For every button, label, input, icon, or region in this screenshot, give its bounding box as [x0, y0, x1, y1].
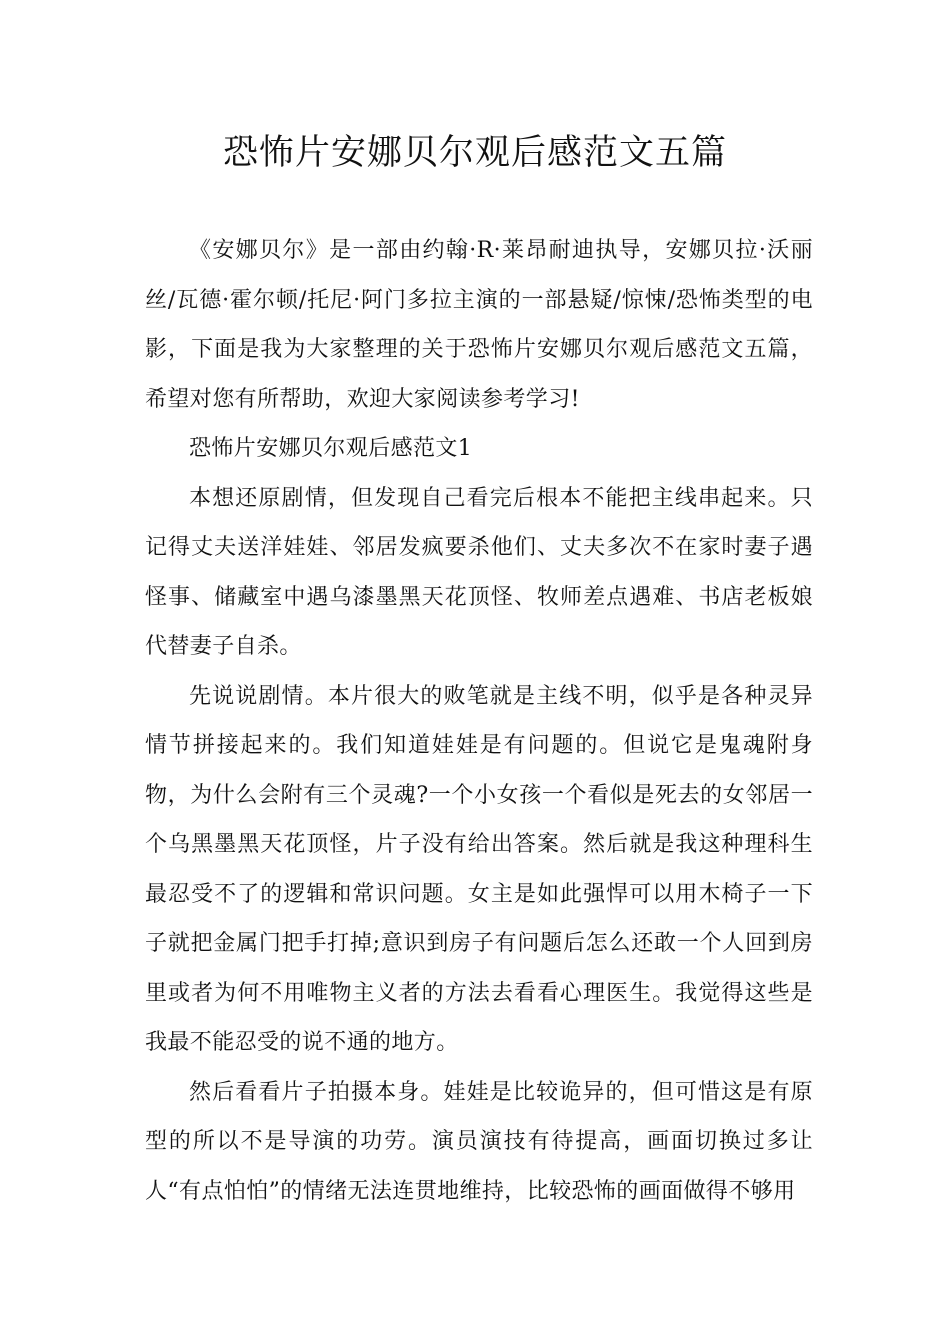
- body-paragraph: 然后看看片子拍摄本身。娃娃是比较诡异的，但可惜这是有原型的所以不是导演的功劳。演员演技有待提高，画面切换过多让人“有点怕怕”的情绪无法连贯地维持，比较恐怖的画面做得不够用: [145, 1079, 813, 1204]
- intro-paragraph: 《安娜贝尔》是一部由约翰·R·莱昂耐迪执导，安娜贝拉·沃丽丝/瓦德·霍尔顿/托尼·阿门多拉主演的一部悬疑/惊悚/恐怖类型的电影，下面是我为大家整理的关于恐怖片安娜贝尔观后感范文五篇，希望对您有所帮助，欢迎大家阅读参考学习!: [145, 238, 813, 412]
- section-heading: 恐怖片安娜贝尔观后感范文1: [189, 436, 473, 461]
- document-title: 恐怖片安娜贝尔观后感范文五篇: [222, 133, 727, 173]
- body-paragraph: 先说说剧情。本片很大的败笔就是主线不明，似乎是各种灵异情节拼接起来的。我们知道娃娃是有问题的。但说它是鬼魂附身物，为什么会附有三个灵魂?一个小女孩一个看似是死去的女邻居一个乌黑墨黑天花顶怪，片子没有给出答案。然后就是我这种理科生最忍受不了的逻辑和常识问题。女主是如此强悍可以用木椅子一下子就把金属门把手打掉;意识到房子有问题后怎么还敢一个人回到房里或者为何不用唯物主义者的方法去看看心理医生。我觉得这些是我最不能忍受的说不通的地方。: [145, 683, 813, 1055]
- body-paragraph: 本想还原剧情，但发现自己看完后根本不能把主线串起来。只记得丈夫送洋娃娃、邻居发疯要杀他们、丈夫多次不在家时妻子遇怪事、储藏室中遇乌漆墨黑天花顶怪、牧师差点遇难、书店老板娘代替妻子自杀。: [145, 485, 813, 659]
- document-body: [145, 226, 813, 1216]
